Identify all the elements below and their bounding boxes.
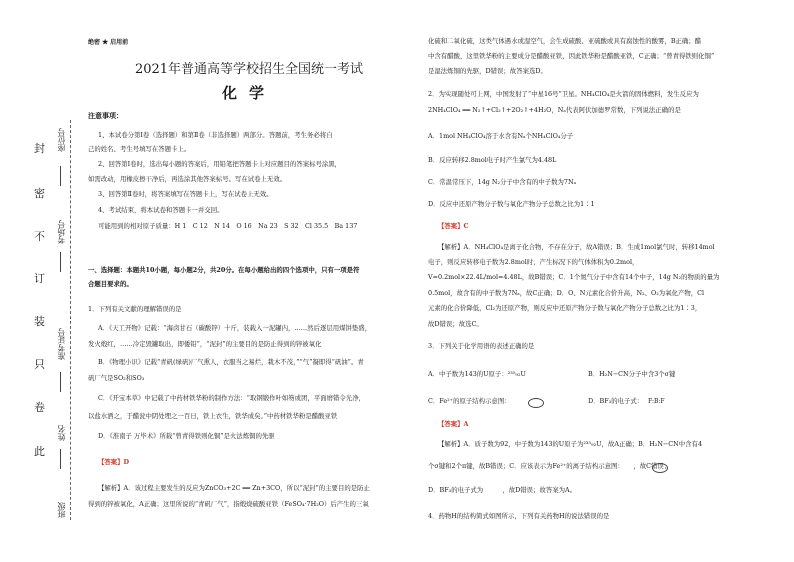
admission-number-label: 准考证号 [57, 328, 66, 360]
answer-label: 【答案】A [438, 420, 469, 428]
question-stem: 3．下列关于化学用语的表述正确的是 [428, 342, 535, 350]
option-a: A．1mol NH₄ClO₄溶于水含有Nₐ个NH₄ClO₄分子 [428, 132, 574, 140]
seal-char: 订 [34, 272, 45, 285]
option-b: B．《物理小识》记载“青矾(绿矾)厂气熏人，衣服当之易烂，栽木不茂，”“气”凝即得“矾油”。青 [98, 358, 364, 366]
answer-label: 【答案】D [98, 458, 130, 466]
question-stem: 4．药物H的结构简式如图所示，下列有关药物H的说法错误的是 [428, 512, 610, 520]
notice-line: 2、回答第Ⅰ卷时，选出每小题的答案后，用铅笔把答题卡上对应题目的答案标号涂黑， [98, 160, 342, 168]
explanation-line: 中含有醋酸，这里铁华粉的主要成分是醋酸亚铁，因此铁华粉是醋酸亚铁，C正确；“曾青得铁则化铜” [428, 52, 715, 60]
explanation-line: 个σ键和2个π键，故B错误；C．应该表示为Fe²⁺的离子结构示意图： ，故C错误； [428, 462, 671, 470]
binding-dashed-line [70, 120, 71, 520]
explanation-line: 是湿法炼铜的先驱，D错误；故答案选D。 [428, 67, 547, 75]
option-a: 发火煅红，……冷定毁罐取出，即倭铅”，“泥封”的主要目的是防止得到的锌被氧化 [88, 340, 322, 348]
atomic-mass-line: 可能用到的相对原子质量：H 1 C 12 N 14 O 16 Na 23 S 32 Cl 35.5 Ba 137 [98, 222, 358, 230]
explanation-line: 【解析】A．该过程主要发生的反应为ZnCO₃+2C ══ Zn+3CO，所以“泥封”的主要目的是防止 [98, 484, 370, 492]
explanation-line: 电子，则反应转移电子数为2.8mol时，产生标况下的气体体积为0.2mol， [428, 258, 639, 266]
option-c: C．常温常压下，14g N₂分子中含有的中子数为7Nₐ [428, 178, 577, 186]
explanation-line: V=0.2mol×22.4L/mol=4.48L，故B错误；C．1个氮气分子中含有14个中子，14g N₂的物质的量为 [428, 273, 720, 281]
fill-line [60, 252, 62, 272]
option-c: 以盐水洒之，于醋瓮中阴处埋之一百日，铁上衣生，铁华成矣。”中药材铁华粉是醋酸亚铁 [88, 412, 338, 420]
fill-line [60, 372, 62, 392]
seal-char: 不 [34, 230, 45, 243]
binding-margin [0, 0, 78, 562]
class-label: 班级 [57, 502, 66, 518]
option-d: D．BF₃的电子式： [588, 397, 644, 405]
option-b: 矾厂气是SO₂和SO₃ [88, 374, 145, 382]
electron-formula: F:B:F [648, 398, 665, 405]
fill-line [60, 166, 62, 186]
explanation-line: 故D错误；故选C。 [428, 320, 483, 328]
option-a: A．中子数为143的U原子：²³⁵₉₂U [428, 370, 526, 378]
notice-heading: 注意事项： [88, 111, 123, 120]
section-heading: 合题目要求的。 [88, 280, 133, 288]
ion-structure-diagram [528, 398, 544, 408]
confidential-mark: 绝密 ★ 启用前 [88, 39, 129, 46]
option-b: B．反应转移2.8mol电子时产生氯气为4.48L [428, 156, 557, 164]
section-heading: 一、选择题：本题共10小题，每小题2分，共20分。在每小题给出的四个选项中，只有一项是符 [88, 266, 360, 274]
fill-line [60, 449, 62, 469]
explanation-line: 化硫和二氧化硫，这类气体遇水或湿空气，会生成硫酸、亚硫酸或具有腐蚀性的酸雾，B正确；醋 [428, 37, 702, 45]
option-c: C．Fe²⁺的原子结构示意图： [428, 397, 511, 405]
seal-char: 密 [34, 187, 45, 200]
option-c: C．《开宝本草》中记载了中药材铁华粉的制作方法：“取钢锻作叶如笏或团，平面磨错令光净， [98, 394, 365, 402]
ion-structure-diagram [652, 463, 668, 473]
question-stem: 1．下列有关文献的理解错误的是 [88, 305, 182, 313]
explanation-line: 元素的化合价降低，Cl₂为还原产物，则反应中还原产物分子数与氧化产物分子总数之比为1∶3， [428, 304, 702, 312]
explanation-line: 【解析】A．NH₄ClO₄是离子化合物，不存在分子，故A错误；B．生成1mol氯气时，转移14mol [438, 243, 715, 251]
option-d: D．反应中还原产物分子数与氧化产物分子总数之比为1∶1 [428, 200, 595, 208]
question-stem: 2．为实现随处可上网，中国发射了“中星16号”卫星。NH₄ClO₄是火箭的固体燃料，发生反应为 [428, 90, 699, 98]
exam-room-label: 考场号 [57, 220, 66, 244]
notice-line: 己的姓名、考生号填写在答题卡上。 [88, 145, 191, 153]
explanation-line: 0.5mol，故含有的中子数为7Nₐ，故C正确；D．O、N元素化合价升高，N₂、O₂为氧化产物，Cl [428, 289, 705, 297]
seal-char: 封 [34, 142, 45, 155]
subject-title: 化学 [221, 84, 276, 102]
seal-char: 装 [34, 315, 45, 328]
option-a: A．《天工开物》记载：“海卤甘石（碳酸锌）十斤，装载入一泥罐内，……然后逐层用煤饼垫盛， [98, 324, 372, 332]
explanation-line: 得到的锌被氧化，A正确；这里所说的“青矾厂气”，指煅烧硫酸亚铁（FeSO₄·7H₂O）后产生的三氧 [88, 500, 369, 508]
exam-title: 2021年普通高等学校招生全国统一考试 [134, 62, 364, 77]
answer-label: 【答案】C [438, 222, 469, 230]
explanation-line: 【解析】A．质子数为92，中子数为143的U原子为²³⁵₉₂U，故A正确；B．H₂N−CN中含有4 [438, 440, 703, 448]
seat-number-label: 座位号 [57, 128, 66, 152]
name-label: 姓名 [57, 425, 66, 441]
explanation-line: D．BF₃的电子式为 ，故D错误；故答案为A。 [428, 486, 576, 494]
notice-line: 4、考试结束，将本试卷和答题卡一并交回。 [98, 206, 224, 214]
seal-char: 此 [34, 445, 45, 458]
notice-line: 3、回答第Ⅱ卷时，将答案填写在答题卡上，写在试卷上无效。 [98, 190, 273, 198]
question-stem: 2NH₄ClO₄ ══ N₂↑+Cl₂↑+2O₂↑+4H₂O，Nₐ代表阿伏加德罗常数，下列说法正确的是 [428, 106, 681, 114]
notice-line: 1、本试卷分第Ⅰ卷（选择题）和第Ⅱ卷（非选择题）两部分。答题前，考生务必将自 [98, 131, 333, 139]
seal-char: 只 [34, 358, 45, 371]
seal-char: 卷 [34, 401, 45, 414]
notice-line: 如需改动，用橡皮擦干净后，再选涂其他答案标号。写在试卷上无效。 [88, 175, 287, 183]
option-b: B．H₂N−CN分子中含3个σ键 [588, 370, 676, 378]
option-d: D．《淮南子 万毕术》所载“曾青得铁则化铜”是火法炼铜的先驱 [98, 432, 275, 440]
